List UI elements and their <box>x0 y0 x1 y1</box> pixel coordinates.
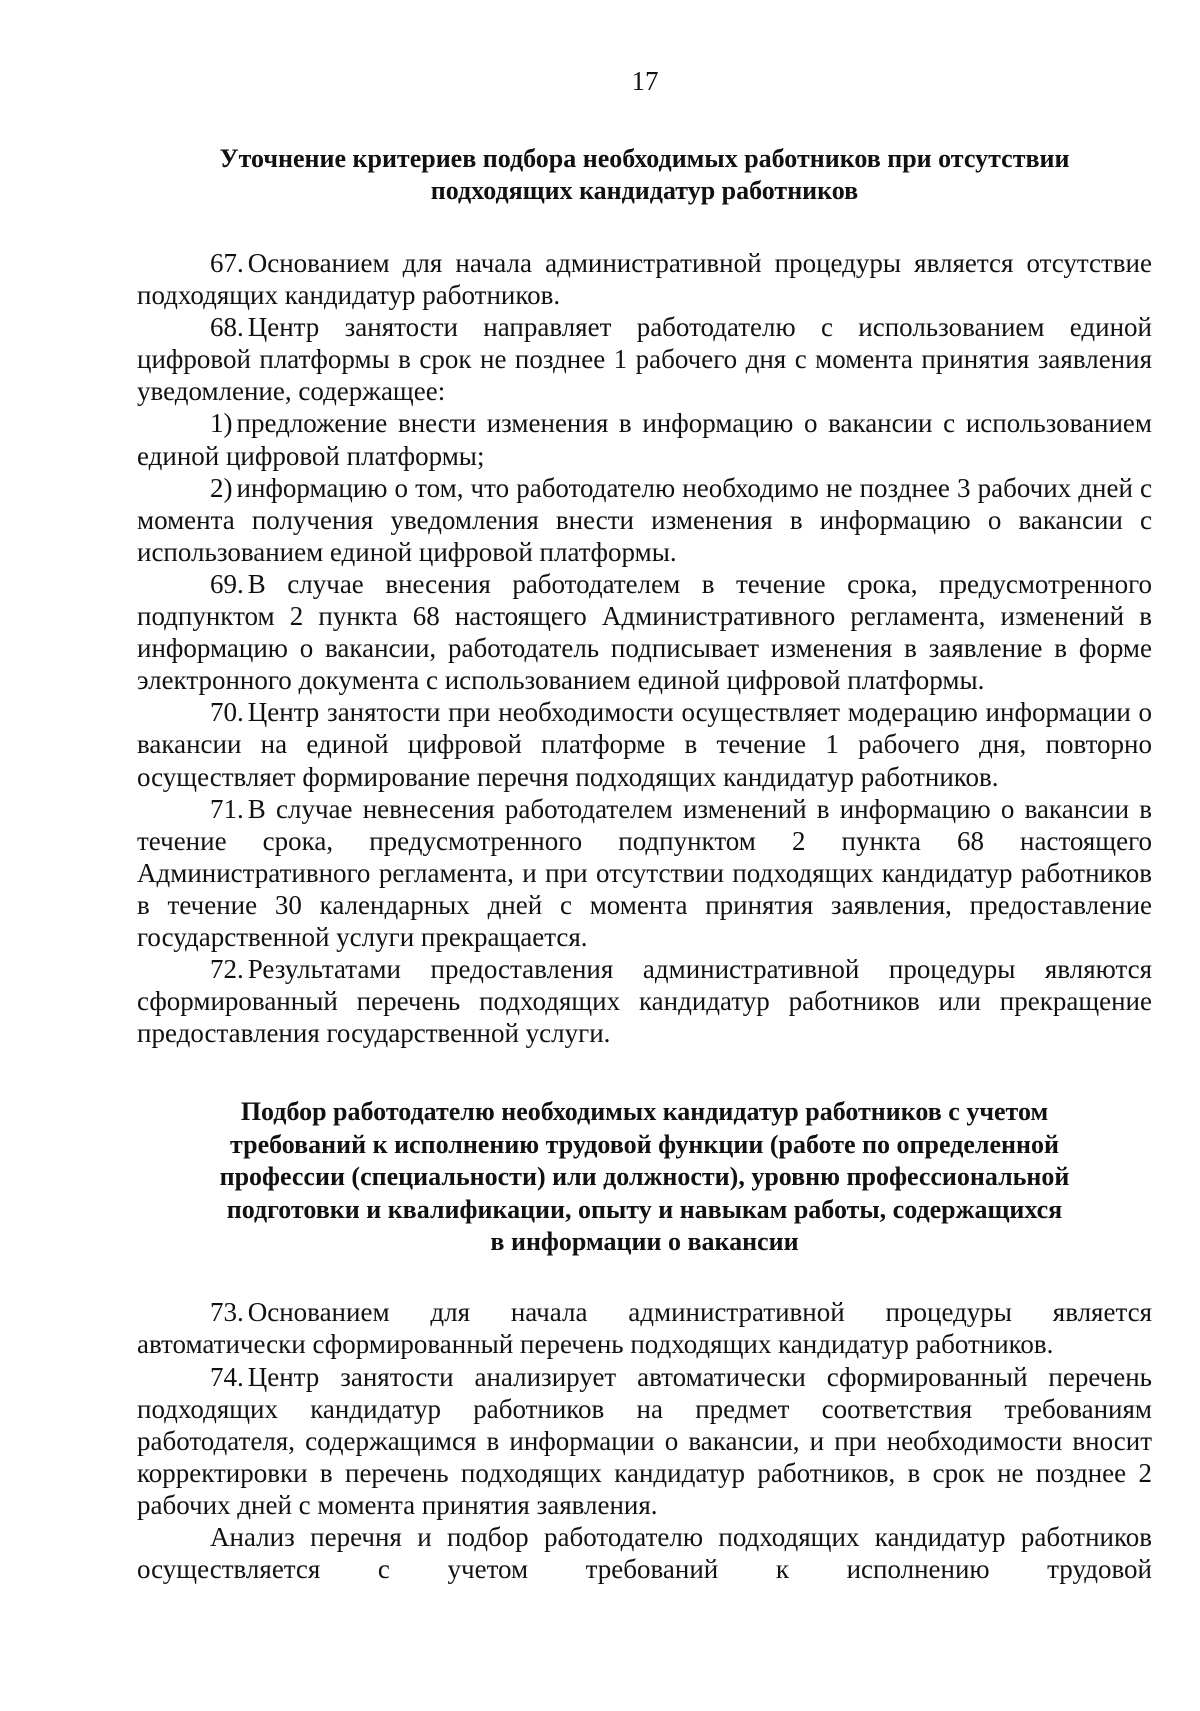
subitem-1 <box>137 407 1152 471</box>
section-heading-2-line-5: в информации о вакансии <box>490 1226 799 1256</box>
paragraph-number: 67. <box>210 248 244 278</box>
subitem-text: предложение внести изменения в информацию о вакансии с использованием единой цифровой платформы; <box>137 408 1152 471</box>
paragraph-number: 71. <box>210 793 244 824</box>
paragraph-text: Центр занятости анализирует автоматически сформированный перечень подходящих кандидатур работников на предмет соответствия требованиям работодателя, содержащимся в информации о вакансии, и при необходимости вносит корректировки в перечень подходящих кандидатур работников, в срок не позднее 2 рабочих дней с момента принятия заявления. <box>137 1361 1152 1520</box>
paragraph-73 <box>137 1296 1152 1360</box>
section-heading-2 <box>137 1096 1152 1258</box>
paragraph-68 <box>137 311 1152 407</box>
paragraph-text: В случае невнесения работодателем изменений в информацию о вакансии в течение срока, предусмотренного подпунктом 2 пункта 68 настоящего Административного регламента, и при отсутствии подходящих кандидатур работников в течение 30 календарных дней с момента принятия заявления, предоставление государственной услуги прекращается. <box>137 793 1152 952</box>
paragraph-text: В случае внесения работодателем в течение срока, предусмотренного подпунктом 2 пункта 68 настоящего Административного регламента, изменений в информацию о вакансии, работодатель подписывает изменения в заявление в форме электронного документа с использованием единой цифровой платформы. <box>137 568 1152 696</box>
section-heading-1-line-2: подходящих кандидатур работников <box>430 176 859 205</box>
paragraph-text: Результатами предоставления административной процедуры являются сформированный перечень подходящих кандидатур работников или прекращение предоставления государственной услуги. <box>137 954 1152 1049</box>
section-heading-1 <box>137 143 1152 207</box>
paragraph-number: 68. <box>210 312 244 343</box>
paragraph-text: Центр занятости при необходимости осуществляет модерацию информации о вакансии на единой цифровой платформе в течение 1 рабочего дня, повторно осуществляет формирование перечня подходящих кандидатур работников. <box>137 697 1152 792</box>
paragraph-70 <box>137 696 1152 792</box>
subitem-2 <box>137 472 1152 568</box>
document-body <box>137 143 1152 1585</box>
section-heading-2-line-2: требований к исполнению трудовой функции (работе по определенной <box>230 1129 1059 1159</box>
section-heading-2-line-1: Подбор работодателю необходимых кандидатур работников с учетом <box>240 1097 1049 1127</box>
paragraph-number: 73. <box>210 1297 244 1328</box>
paragraph-text: Основанием для начала административной процедуры является автоматически сформированный перечень подходящих кандидатур работников. <box>137 1297 1152 1360</box>
paragraph-number: 70. <box>210 697 244 728</box>
paragraph-text: Центр занятости направляет работодателю с использованием единой цифровой платформы в срок не позднее 1 рабочего дня с момента принятия заявления уведомление, содержащее: <box>137 312 1152 407</box>
paragraph-number: 74. <box>210 1361 244 1392</box>
paragraph-67 <box>137 247 1152 311</box>
paragraph-text: Основанием для начала административной процедуры является отсутствие подходящих кандидатур работников. <box>137 248 1152 311</box>
paragraph-continuation: Анализ перечня и подбор работодателю подходящих кандидатур работников осуществляется с учетом требований к исполнению трудовой <box>137 1522 1152 1585</box>
paragraph-number: 69. <box>210 568 244 599</box>
paragraph-72 <box>137 953 1152 1049</box>
paragraph-69 <box>137 568 1152 696</box>
section-heading-2-line-3: профессии (специальности) или должности), уровню профессиональной <box>219 1162 1070 1192</box>
page-number: 17 <box>631 66 659 96</box>
section-heading-2-line-4: подготовки и квалификации, опыту и навыкам работы, содержащихся <box>226 1194 1063 1224</box>
paragraph-74 <box>137 1361 1152 1521</box>
paragraph-number: 72. <box>210 954 244 985</box>
subitem-number: 1) <box>210 408 233 439</box>
subitem-number: 2) <box>210 472 233 503</box>
section-heading-1-line-1: Уточнение критериев подбора необходимых работников при отсутствии <box>219 144 1070 173</box>
paragraph-71 <box>137 793 1152 953</box>
subitem-text: информацию о том, что работодателю необходимо не позднее 3 рабочих дней с момента получения уведомления внести изменения в информацию о вакансии с использованием единой цифровой платформы. <box>137 472 1152 567</box>
